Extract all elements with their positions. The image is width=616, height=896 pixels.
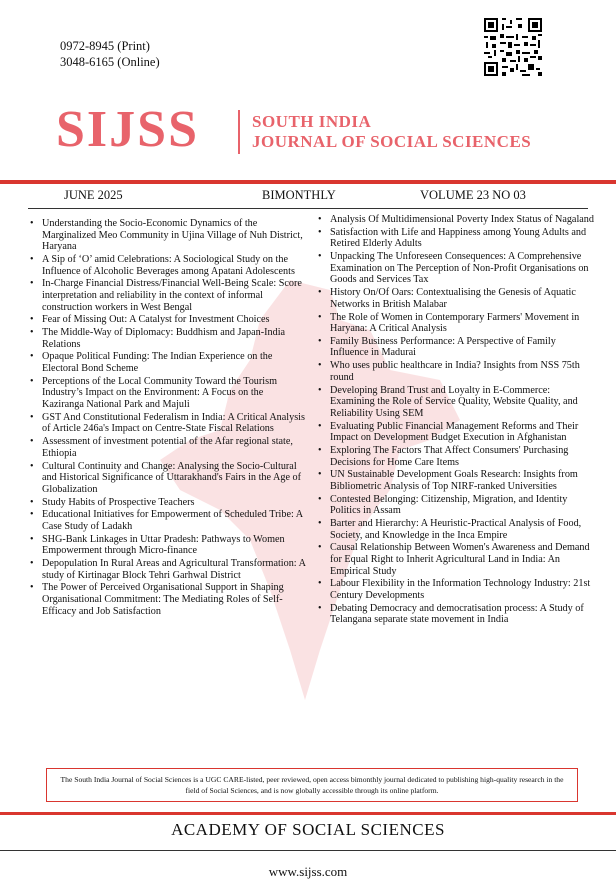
article-title: • History On/Of Oars: Contextualising the Genesis of Aquatic Networks in British Malabar xyxy=(318,287,594,310)
journal-description: The South India Journal of Social Sciences is a UGC CARE-listed, peer reviewed, open access bimonthly journal dedicated to publishing high-quality research in the field of Social Sciences, and is now globally accessible through its online platform. xyxy=(46,768,578,802)
article-title: • Satisfaction with Life and Happiness among Young Adults and Retired Elderly Adults xyxy=(318,227,594,250)
article-title: • Fear of Missing Out: A Catalyst for Investment Choices xyxy=(30,314,306,326)
article-title: • Labour Flexibility in the Information Technology Industry: 21st Century Developments xyxy=(318,578,594,601)
contents-left-column xyxy=(30,218,306,618)
footer-rule-bottom xyxy=(0,850,616,851)
journal-logo xyxy=(56,100,576,162)
article-title: • Developing Brand Trust and Loyalty in E-Commerce: Examining the Role of Service Quality, Website Quality, and Reliability Using SEM xyxy=(318,385,594,420)
article-title: • Study Habits of Prospective Teachers xyxy=(30,497,306,509)
publisher-name: ACADEMY OF SOCIAL SCIENCES xyxy=(171,820,445,839)
article-title: • The Middle-Way of Diplomacy: Buddhism and Japan-India Relations xyxy=(30,327,306,350)
website-link[interactable]: www.sijss.com xyxy=(268,864,348,879)
article-title: • Family Business Performance: A Perspective of Family Influence in Madurai xyxy=(318,336,594,359)
article-title: • Causal Relationship Between Women's Awareness and Demand for Equal Right to Inherit Agricultural Land in India: An Empirical Study xyxy=(318,542,594,577)
article-title: • Unpacking The Unforeseen Consequences: A Comprehensive Examination on The Perception of Non-Profit Organisations on Goods and Services Tax xyxy=(318,251,594,286)
article-title: • UN Sustainable Development Goals Research: Insights from Bibliometric Analysis of Top NIRF-ranked Universities xyxy=(318,469,594,492)
article-title: • SHG-Bank Linkages in Uttar Pradesh: Pathways to Women Empowerment through Micro-finance xyxy=(30,534,306,557)
journal-title-line2: JOURNAL OF SOCIAL SCIENCES xyxy=(252,132,532,151)
article-title: • GST And Constitutional Federalism in India: A Critical Analysis of Article 246a's Impact on Centre-State Fiscal Relations xyxy=(30,412,306,435)
article-title: • Depopulation In Rural Areas and Agricultural Transformation: A study of Kirtinagar Block Tehri Garhwal District xyxy=(30,558,306,581)
issue-date: JUNE 2025 xyxy=(64,188,123,202)
qr-code-icon xyxy=(484,18,542,76)
issue-bar xyxy=(0,186,616,206)
article-title: • Cultural Continuity and Change: Analysing the Socio-Cultural and Historical Significance of Uttarakhand's Fairs in the Age of Globalization xyxy=(30,461,306,496)
article-title: • Opaque Political Funding: The Indian Experience on the Electoral Bond Scheme xyxy=(30,351,306,374)
article-title: • Who uses public healthcare in India? Insights from NSS 75th round xyxy=(318,360,594,383)
issue-frequency: BIMONTHLY xyxy=(262,188,336,202)
journal-title-line1: SOUTH INDIA xyxy=(252,112,372,131)
issn-block xyxy=(60,38,160,70)
article-title: • Assessment of investment potential of the Afar regional state, Ethiopia xyxy=(30,436,306,459)
issn-online: 3048-6165 (Online) xyxy=(60,55,160,69)
article-title: • Debating Democracy and democratisation process: A Study of Telangana separate state movement in India xyxy=(318,603,594,626)
article-title: • In-Charge Financial Distress/Financial Well-Being Scale: Score interpretation and reliability in the context of informal construction workers in West Bengal xyxy=(30,278,306,313)
contents-list-left xyxy=(30,218,306,617)
contents-right-column xyxy=(318,214,594,627)
header-rule xyxy=(0,180,616,184)
article-title: • A Sip of ‘O’ amid Celebrations: A Sociological Study on the Influence of Alcoholic Beverages among Apatani Adolescents xyxy=(30,254,306,277)
article-title: • Evaluating Public Financial Management Reforms and Their Impact on Development Budget Execution in Afghanistan xyxy=(318,421,594,444)
issue-volume: VOLUME 23 NO 03 xyxy=(420,188,526,202)
logo-divider xyxy=(238,110,240,154)
journal-title xyxy=(252,112,531,152)
issn-print: 0972-8945 (Print) xyxy=(60,39,150,53)
article-title: • The Power of Perceived Organisational Support in Shaping Organisational Commitment: The Mediating Roles of Self-Efficacy and Job Satisfaction xyxy=(30,582,306,617)
article-title: • Analysis Of Multidimensional Poverty Index Status of Nagaland xyxy=(318,214,594,226)
footer-rule-top xyxy=(0,812,616,815)
issue-rule xyxy=(28,208,588,209)
article-title: • Educational Initiatives for Empowerment of Scheduled Tribe: A Case Study of Ladakh xyxy=(30,509,306,532)
article-title: • Exploring The Factors That Affect Consumers' Purchasing Decisions for Home Care Items xyxy=(318,445,594,468)
contents-list-right xyxy=(318,214,594,626)
article-title: • Perceptions of the Local Community Toward the Tourism Industry’s Impact on the Environment: A Focus on the Kaziranga National Park and Majuli xyxy=(30,376,306,411)
logo-acronym: SIJSS xyxy=(56,101,199,158)
article-title: • Contested Belonging: Citizenship, Migration, and Identity Politics in Assam xyxy=(318,494,594,517)
article-title: • The Role of Women in Contemporary Farmers' Movement in Haryana: A Critical Analysis xyxy=(318,312,594,335)
article-title: • Understanding the Socio-Economic Dynamics of the Marginalized Meo Community in Ujina Village of Nuh District, Haryana xyxy=(30,218,306,253)
article-title: • Barter and Hierarchy: A Heuristic-Practical Analysis of Food, Society, and Knowledge in the Inca Empire xyxy=(318,518,594,541)
